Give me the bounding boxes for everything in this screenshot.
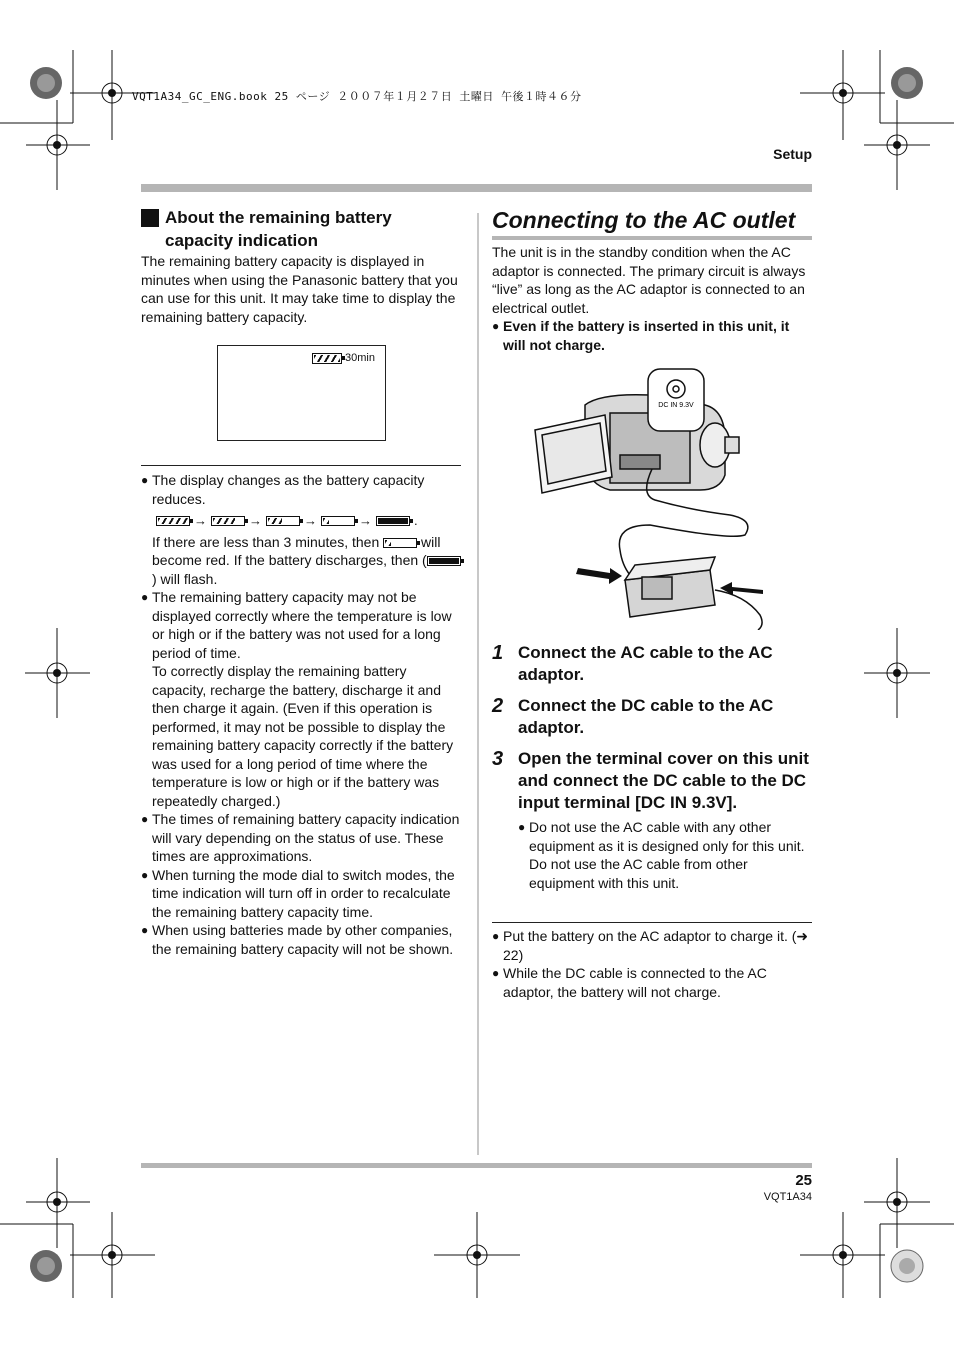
list-item: ● When using batteries made by other companies, the remaining battery capacity will not be shown. xyxy=(141,922,454,957)
file-header: VQT1A34_GC_ENG.book 25 ページ ２００７年１月２７日 土曜日 午後１時４６分 xyxy=(132,90,582,103)
battery-icon xyxy=(211,516,245,526)
section-label: Setup xyxy=(773,146,812,162)
battery-icon xyxy=(266,516,300,526)
list-item: ● The times of remaining battery capacity indication will vary depending on the status of use. These times are approximations. xyxy=(141,811,460,864)
left-notes xyxy=(141,471,463,958)
battery-heading xyxy=(141,206,463,252)
bottom-rule xyxy=(141,1163,812,1168)
battery-icon xyxy=(312,353,342,364)
page-title: Connecting to the AC outlet xyxy=(492,207,796,233)
title-rule xyxy=(492,236,812,240)
bullet-icon: ● xyxy=(518,820,526,834)
right-column xyxy=(492,205,812,354)
right-divider xyxy=(492,922,812,923)
bullet-icon: ● xyxy=(492,319,500,333)
list-item: ● Even if the battery is inserted in this unit, it will not charge. xyxy=(492,318,790,353)
page-number: 25 xyxy=(795,1172,812,1189)
battery-intro: The remaining battery capacity is displayed in minutes when using the Panasonic battery that you can use for this unit. It may take time to display the remaining battery capacity. xyxy=(141,253,458,325)
arrow-right-icon: → xyxy=(194,513,207,528)
arrow-right-icon: → xyxy=(304,513,317,528)
battery-heading-text: About the remaining battery capacity indication xyxy=(165,208,392,250)
list-item: ● The remaining battery capacity may not be displayed correctly where the temperature is low or high or if the battery was not used for a long period of time. To correctly display the remaining battery capacity, recharge the battery, discharge it and then charge it again. (Even if this operation is performed, it may not be possible to display the remaining battery capacity correctly if the battery was used for a long period of time where the temperature is low or high or if the battery was repeatedly charged.) xyxy=(141,588,463,810)
left-divider xyxy=(141,465,461,466)
list-item: ● Put the battery on the AC adaptor to charge it. (➜ 22) xyxy=(492,928,809,963)
low-battery-note: If there are less than 3 minutes, then will become red. If the battery discharges, then ( ) will flash. xyxy=(152,533,463,589)
screen-time: 30min xyxy=(345,352,375,364)
column-divider xyxy=(477,213,479,1155)
top-rule xyxy=(141,184,812,192)
step-2: 2 Connect the DC cable to the AC adaptor. xyxy=(492,695,774,737)
bullet-icon: ● xyxy=(141,473,149,487)
bullet-icon: ● xyxy=(141,590,149,604)
list-item: ● The display changes as the battery capacity reduces. → → → → . If there are less than 3 minutes, then will become red. If the battery discharges, then ( ) will flash. xyxy=(141,471,463,588)
ac-intro: The unit is in the standby condition when the AC adaptor is connected. The primary circuit is always “live” as long as the AC adaptor is connected to an electrical outlet. xyxy=(492,244,806,316)
lcd-screen-illustration xyxy=(217,345,386,441)
step-3: 3 Open the terminal cover on this unit and connect the DC cable to the DC input terminal [DC IN 9.3V]. xyxy=(492,748,809,812)
right-notes xyxy=(492,927,812,1001)
battery-sequence: → → → → . xyxy=(156,512,463,531)
list-item: ● Do not use the AC cable with any other equipment as it is designed only for this unit. Do not use the AC cable from other equipment with this unit. xyxy=(518,819,805,891)
battery-icon xyxy=(156,516,190,526)
battery-icon xyxy=(383,538,417,548)
arrow-right-icon: → xyxy=(359,513,372,528)
battery-icon xyxy=(376,516,410,526)
bullet-icon: ● xyxy=(492,966,500,980)
connection-illustration xyxy=(530,365,780,630)
square-bullet-icon xyxy=(141,209,159,227)
bullet-icon: ● xyxy=(141,867,149,882)
bullet-icon: ● xyxy=(141,812,149,826)
left-column xyxy=(141,206,463,326)
list-item: ● When turning the mode dial to switch modes, the time indication will turn off in order to recalculate the remaining battery capacity time. xyxy=(141,866,455,920)
page-code: VQT1A34 xyxy=(763,1191,812,1203)
arrow-right-icon: → xyxy=(249,513,262,528)
dc-in-label: DC IN 9.3V xyxy=(658,402,694,409)
step-1: 1 Connect the AC cable to the AC adaptor. xyxy=(492,642,773,684)
list-item: ● While the DC cable is connected to the AC adaptor, the battery will not charge. xyxy=(492,965,767,1000)
bullet-icon: ● xyxy=(141,923,149,937)
battery-icon xyxy=(427,556,461,566)
bullet-icon: ● xyxy=(492,929,500,943)
steps xyxy=(492,642,812,892)
battery-icon xyxy=(321,516,355,526)
recharge-note: To correctly display the remaining battery capacity, recharge the battery, discharge it and then charge it again. (Even if this operation is performed, it may not be possible to display the remaining battery capacity correctly if the battery was used for a long period of time where the temperature is low or high or if the battery was repeatedly charged.) xyxy=(152,663,454,809)
